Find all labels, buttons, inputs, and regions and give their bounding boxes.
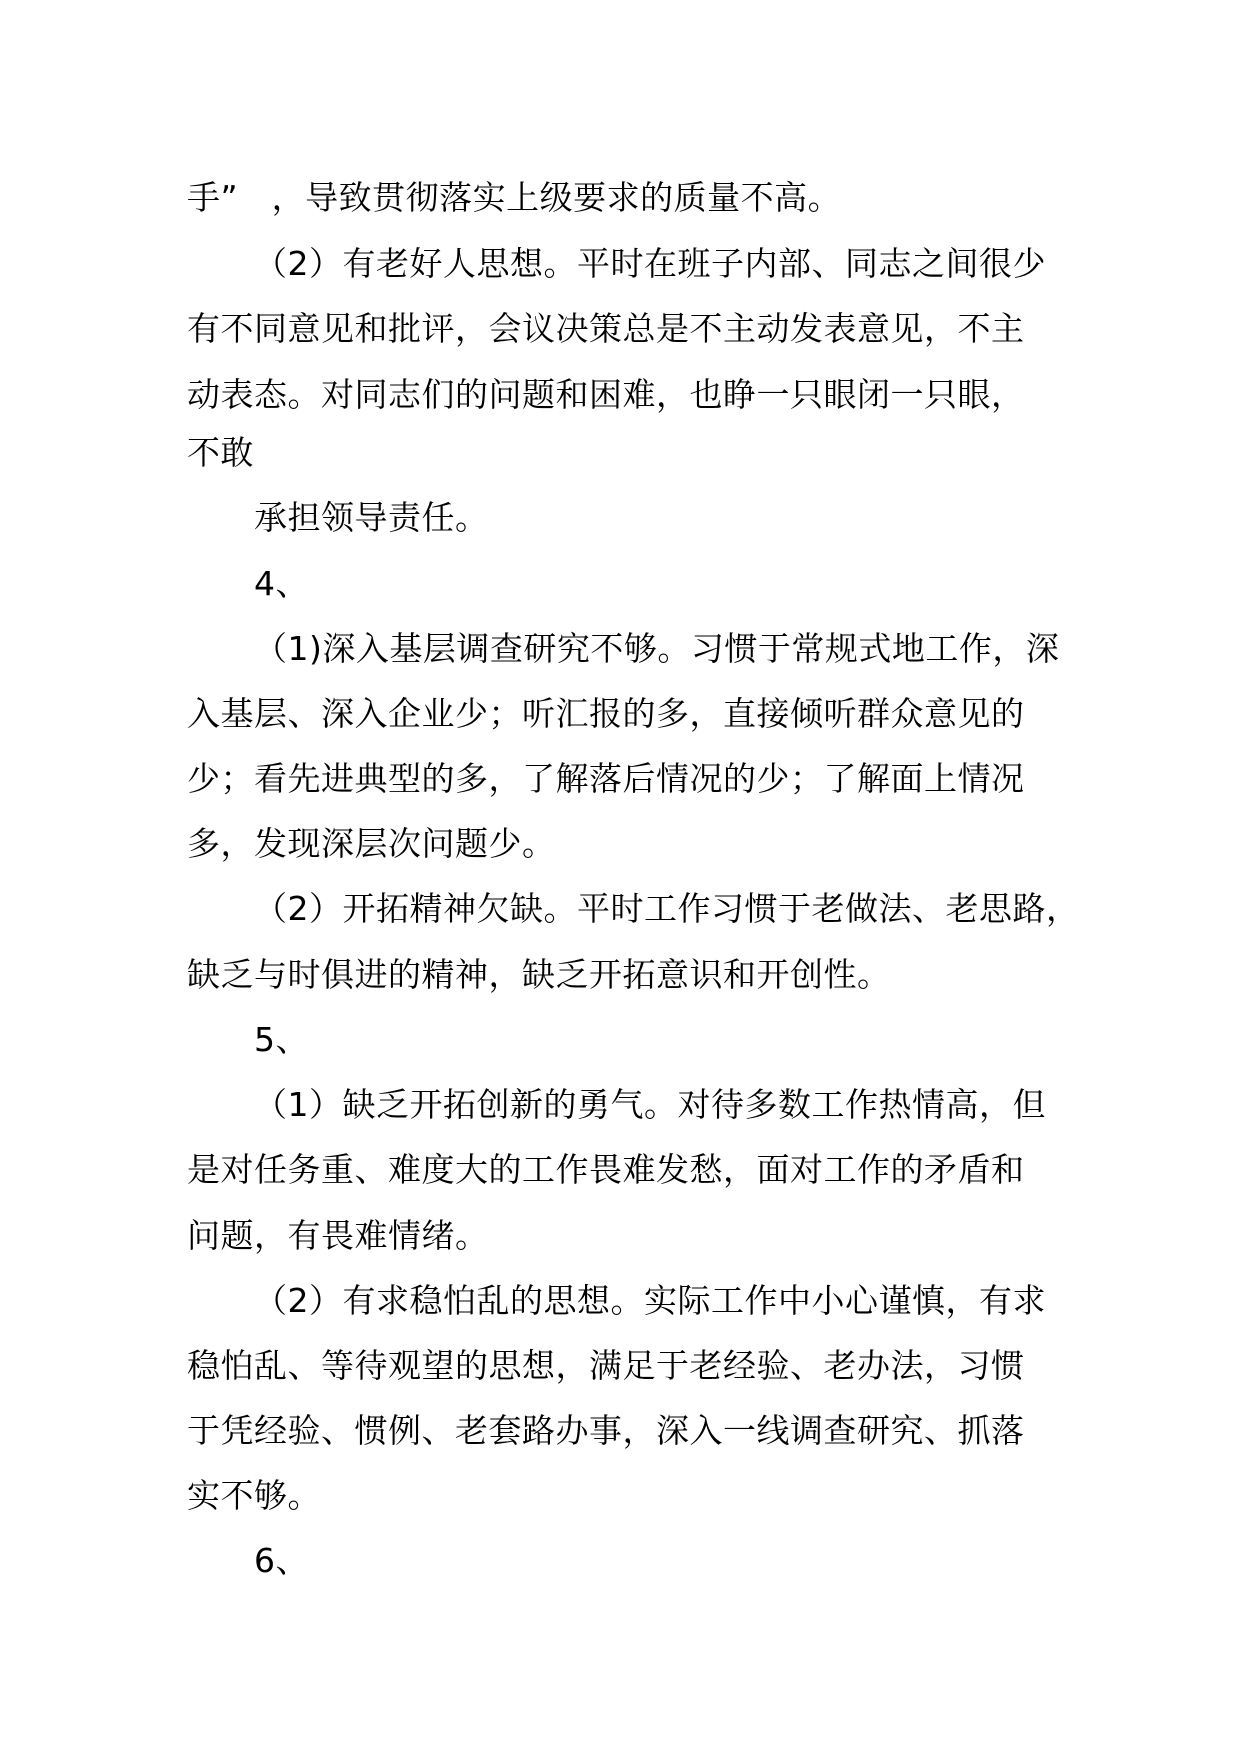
text-line-6: 承担领导责任。 [254,498,489,537]
section-number-5: 5、 [254,1020,309,1059]
text-line-18: （2）有求稳怕乱的思想。实际工作中小心谨慎，有求 [254,1281,1046,1320]
text-line-3: 有不同意见和批评，会议决策总是不主动发表意见，不主 [187,309,1025,348]
text-line-2: （2）有老好人思想。平时在班子内部、同志之间很少 [254,244,1046,283]
section-number-4: 4、 [254,564,309,603]
text-line-20: 于凭经验、惯例、老套路办事，深入一线调查研究、抓落 [187,1411,1025,1450]
text-line-19: 稳怕乱、等待观望的思想，满足于老经验、老办法，习惯 [187,1346,1025,1385]
section-number-6: 6、 [254,1541,309,1580]
text-line-5: 不敢 [187,433,254,472]
text-line-11: 多，发现深层次问题少。 [187,824,556,863]
text-line-17: 问题，有畏难情绪。 [187,1216,489,1255]
text-line-13: 缺乏与时俱进的精神，缺乏开拓意识和开创性。 [187,955,891,994]
text-line-16: 是对任务重、难度大的工作畏难发愁，面对工作的矛盾和 [187,1150,1025,1189]
text-line-1: 手” ，导致贯彻落实上级要求的质量不高。 [187,178,842,217]
text-line-9: 入基层、深入企业少；听汇报的多，直接倾听群众意见的 [187,694,1025,733]
text-line-10: 少；看先进典型的多，了解落后情况的少；了解面上情况 [187,759,1025,798]
text-line-21: 实不够。 [187,1476,321,1515]
text-line-15: （1）缺乏开拓创新的勇气。对待多数工作热情高，但 [254,1085,1046,1124]
text-line-12: （2）开拓精神欠缺。平时工作习惯于老做法、老思路， [254,889,1080,928]
text-line-4: 动表态。对同志们的问题和困难，也睁一只眼闭一只眼， [187,375,1025,414]
text-line-8: （1)深入基层调查研究不够。习惯于常规式地工作，深 [254,629,1060,668]
